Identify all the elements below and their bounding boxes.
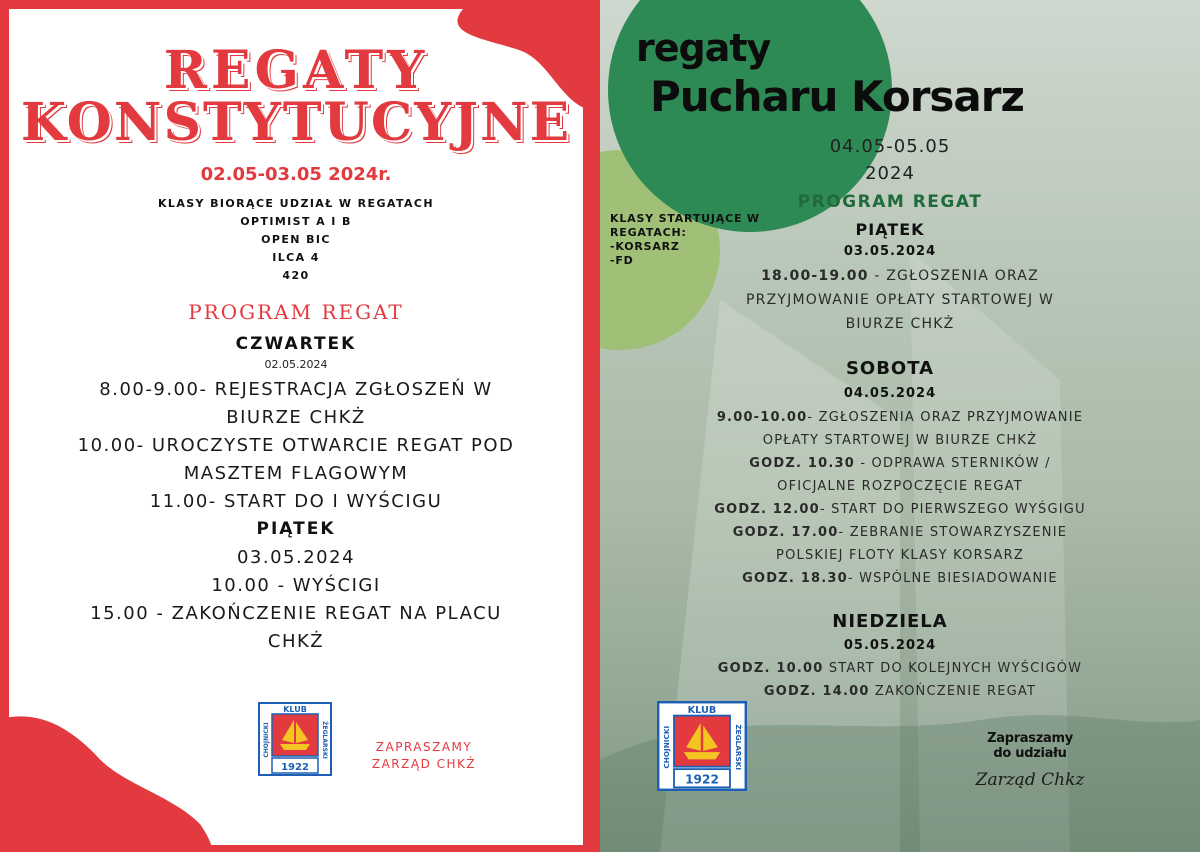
left-day2-item: CHKŻ [267,631,325,652]
club-logo-emblem-icon [258,702,332,776]
left-day1-item: 11.00- START DO I WYŚCIGU [149,491,443,512]
right-dates: 04.05-05.05 [829,136,951,157]
club-logo-emblem-icon [657,701,747,791]
right-fri-row [660,268,1140,284]
right-sat-name: SOBOTA [845,358,935,379]
right-sun-row [640,661,1160,676]
right-sat-row [640,525,1160,540]
right-fri-time: 18.00-19.00 [761,268,869,284]
right-title-line2: Pucharu Korsarz [650,72,1024,121]
right-sat-text: - ZEBRANIE STOWARZYSZENIE [838,525,1068,540]
right-sat-row [640,571,1160,586]
left-day1-name: CZWARTEK [235,334,357,354]
right-fri-line: BIURZE CHKŻ [845,316,955,332]
left-invite-line1: ZAPRASZAMY [375,740,473,754]
right-sat-text: OPŁATY STARTOWEJ W BIURZE CHKŻ [762,433,1038,448]
right-signature: Zarząd Chkz [975,770,1085,790]
right-fri-line: PRZYJMOWANIE OPŁATY STARTOWEJ W [746,292,1054,308]
right-sun-time: GODZ. 14.00 [763,684,870,699]
left-day1-item: MASZTEM FLAGOWYM [183,463,409,484]
right-sat-time: GODZ. 12.00 [714,502,820,517]
left-day2-item: 10.00 - WYŚCIGI [211,575,381,596]
right-sun-date: 05.05.2024 [843,638,937,653]
right-fri-text: - ZGŁOSZENIA ORAZ [868,268,1039,284]
left-day1-item: BIURZE CHKŻ [226,407,366,428]
left-class-item: OPEN BIC [261,233,331,246]
logo-left-text: CHOJNICKI [662,725,672,769]
right-classes [610,212,760,268]
logo-year-text: 1922 [281,762,309,773]
right-class-item: -FD [610,254,634,267]
right-sun-row [640,684,1160,699]
left-day2-date: 03.05.2024 [236,547,356,568]
club-logo [258,702,332,776]
right-sat-text: - WSPÓLNE BIESIADOWANIE [847,571,1058,586]
right-sat-row [640,456,1160,471]
right-fri-name: PIĄTEK [855,220,925,239]
logo-year-text: 1922 [685,772,719,787]
right-invite-line2: do udziału [993,746,1067,761]
right-sat-row [640,433,1160,448]
left-day2-name: PIĄTEK [256,519,336,539]
logo-top-text: KLUB [687,705,717,717]
left-program-title: PROGRAM REGAT [188,300,404,324]
left-day1-item: 10.00- UROCZYSTE OTWARCIE REGAT POD [77,435,515,456]
right-sat-row [640,548,1160,563]
bottom-left-blob-shape [9,709,230,845]
right-sat-time: GODZ. 17.00 [732,525,839,540]
club-logo [657,701,747,791]
right-sat-row [640,502,1160,517]
right-sat-text: - START DO PIERWSZEGO WYŚGIGU [819,502,1086,517]
logo-top-text: KLUB [283,705,307,714]
right-poster [600,0,1200,852]
right-sat-text: - ZGŁOSZENIA ORAZ PRZYJMOWANIE [807,410,1084,425]
right-sat-date: 04.05.2024 [843,386,937,401]
right-sun-time: GODZ. 10.00 [717,661,824,676]
right-sat-row [640,479,1160,494]
right-invite-line1: Zapraszamy [987,731,1073,746]
right-sat-text: - ODPRAWA STERNIKÓW / [855,456,1051,471]
logo-right-text: ŻEGLARSKI [321,721,328,759]
left-title-line1: REGATY [163,40,429,101]
right-title-line1: regaty [636,26,771,70]
right-invite [970,731,1090,761]
right-program-title: PROGRAM REGAT [797,192,983,212]
right-classes-heading-2: REGATACH: [610,226,687,239]
left-classes-heading: KLASY BIORĄCE UDZIAŁ W REGATACH [157,197,434,210]
left-day1-date: 02.05.2024 [264,358,328,371]
right-sun-text: ZAKOŃCZENIE REGAT [869,684,1037,699]
left-day1-item: 8.00-9.00- REJESTRACJA ZGŁOSZEŃ W [99,379,493,400]
right-year: 2024 [865,163,915,184]
right-classes-heading: KLASY STARTUJĄCE W [610,212,760,225]
left-class-item: 420 [282,269,310,282]
right-sat-time: 9.00-10.00 [716,410,808,425]
right-sat-text: OFICJALNE ROZPOCZĘCIE REGAT [777,479,1023,494]
right-sun-name: NIEDZIELA [832,611,948,632]
logo-left-text: CHOJNICKI [263,722,270,758]
left-day2-item: 15.00 - ZAKOŃCZENIE REGAT NA PLACU [90,603,502,624]
left-class-item: ILCA 4 [272,251,320,264]
right-sat-time: GODZ. 10.30 [749,456,855,471]
left-class-item: OPTIMIST A I B [240,215,352,228]
right-fri-date: 03.05.2024 [843,244,937,259]
right-sat-text: POLSKIEJ FLOTY KLASY KORSARZ [776,548,1024,563]
right-sat-row [640,410,1160,425]
left-dates: 02.05-03.05 2024r. [200,164,392,185]
left-invite-line2: ZARZĄD CHKŻ [371,757,477,771]
right-class-item: -KORSARZ [610,240,680,253]
right-sat-time: GODZ. 18.30 [742,571,848,586]
right-sun-text: START DO KOLEJNYCH WYŚCIGÓW [823,661,1083,676]
left-title-line2: KONSTYTUCYJNE [20,92,572,153]
left-poster-card [9,9,583,845]
logo-right-text: ŻEGLARSKI [734,724,744,771]
